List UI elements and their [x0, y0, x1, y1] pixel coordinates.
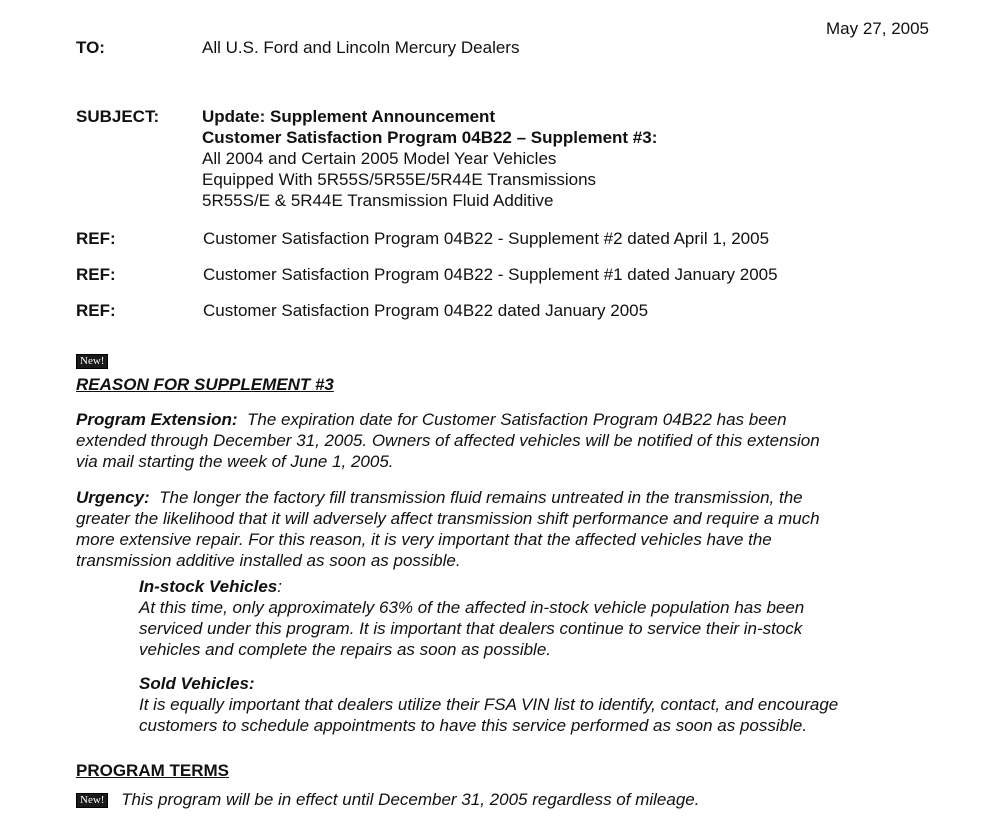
instock-text-line: At this time, only approximately 63% of the affected in-stock vehicle population has been	[139, 598, 805, 617]
ref-value: Customer Satisfaction Program 04B22 - Supplement #2 dated April 1, 2005	[203, 229, 770, 248]
sold-title: Sold Vehicles:	[139, 674, 255, 693]
urgency-paragraph	[76, 487, 936, 571]
subject-line-3: All 2004 and Certain 2005 Model Year Vehicles	[202, 149, 557, 168]
instock-title-line	[139, 576, 939, 597]
to-label: TO:	[76, 38, 105, 57]
document-date: May 27, 2005	[826, 19, 930, 38]
ref-value: Customer Satisfaction Program 04B22 dated January 2005	[203, 301, 649, 320]
extension-text-line: extended through December 31, 2005. Owners of affected vehicles will be notified of this extension	[76, 431, 820, 450]
urgency-text-line: greater the likelihood that it will adversely affect transmission shift performance and require a much	[76, 509, 820, 528]
subject-line-1: Update: Supplement Announcement	[202, 107, 496, 126]
instock-title: In-stock Vehicles	[139, 577, 278, 596]
ref-label: REF:	[76, 229, 116, 248]
to-value: All U.S. Ford and Lincoln Mercury Dealers	[202, 38, 520, 57]
subject-line-4: Equipped With 5R55S/5R55E/5R44E Transmissions	[202, 170, 597, 189]
urgency-lead: Urgency:	[76, 488, 150, 507]
sold-text-line: customers to schedule appointments to have this service performed as soon as possible.	[139, 716, 808, 735]
new-badge: New!	[76, 354, 108, 369]
extension-line-1	[76, 409, 936, 430]
extension-lead: Program Extension:	[76, 410, 238, 429]
ref-label: REF:	[76, 301, 116, 320]
subject-value	[202, 106, 962, 211]
new-badge-wrapper	[76, 350, 108, 371]
ref-label: REF:	[76, 265, 116, 284]
subject-label: SUBJECT:	[76, 107, 160, 126]
urgency-text-line: The longer the factory fill transmission fluid remains untreated in the transmission, the	[159, 488, 803, 507]
instock-title-colon: :	[277, 577, 282, 596]
instock-vehicles-block	[139, 576, 939, 660]
ref-value: Customer Satisfaction Program 04B22 - Supplement #1 dated January 2005	[203, 265, 778, 284]
subject-line-2: Customer Satisfaction Program 04B22 – Supplement #3:	[202, 128, 658, 147]
sold-vehicles-block	[139, 673, 939, 736]
instock-text-line: vehicles and complete the repairs as soon as possible.	[139, 640, 552, 659]
program-terms-title: PROGRAM TERMS	[76, 761, 229, 780]
new-badge: New!	[76, 793, 108, 808]
instock-text-line: serviced under this program. It is important that dealers continue to service their in-stock	[139, 619, 803, 638]
program-extension-paragraph	[76, 409, 936, 472]
sold-text-line: It is equally important that dealers utilize their FSA VIN list to identify, contact, and encourage	[139, 695, 839, 714]
urgency-text-line: transmission additive installed as soon as possible.	[76, 551, 461, 570]
urgency-text-line: more extensive repair. For this reason, it is very important that the affected vehicles have the	[76, 530, 772, 549]
extension-text-line: The expiration date for Customer Satisfaction Program 04B22 has been	[247, 410, 787, 429]
program-terms-text: This program will be in effect until December 31, 2005 regardless of mileage.	[121, 790, 700, 809]
reason-section-title: REASON FOR SUPPLEMENT #3	[76, 375, 334, 394]
urgency-line-1	[76, 487, 936, 508]
subject-line-5: 5R55S/E & 5R44E Transmission Fluid Additive	[202, 191, 554, 210]
extension-text-line: via mail starting the week of June 1, 2005.	[76, 452, 394, 471]
program-terms-line	[76, 789, 956, 810]
